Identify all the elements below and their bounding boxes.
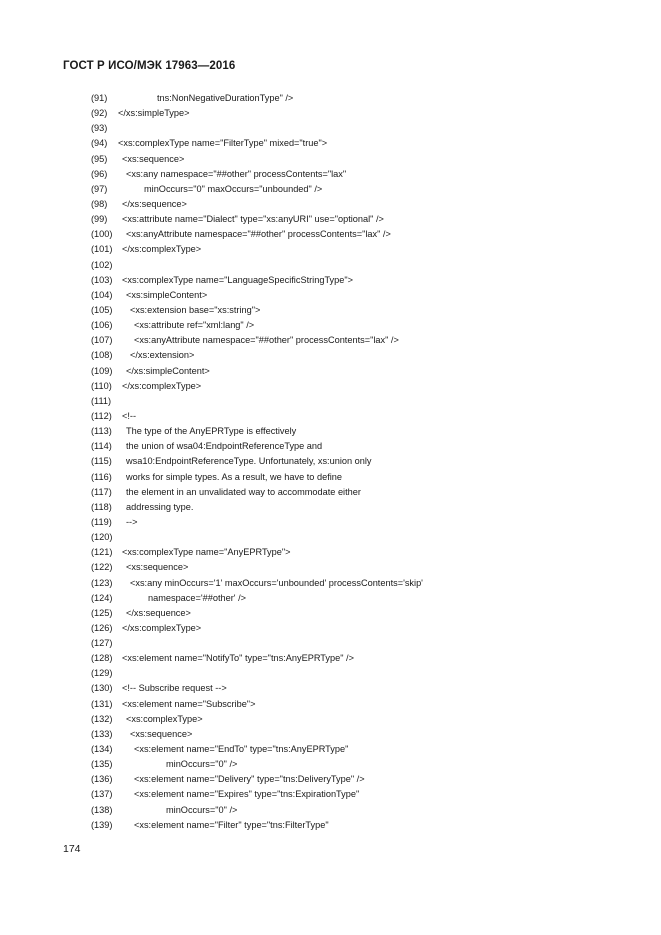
code-text: minOccurs="0" /> xyxy=(166,804,238,815)
line-number: (109) xyxy=(91,365,113,376)
code-line xyxy=(0,227,661,242)
code-text: <xs:element name="Delivery" type="tns:DeliveryType" /> xyxy=(134,774,365,785)
code-text: </xs:extension> xyxy=(130,350,195,361)
line-number: (117) xyxy=(91,486,112,497)
code-line xyxy=(0,348,661,363)
code-line xyxy=(0,697,661,712)
line-number: (102) xyxy=(91,259,113,270)
code-text: <xs:sequence> xyxy=(122,153,185,164)
code-text: wsa10:EndpointReferenceType. Unfortunately, xs:union only xyxy=(126,456,372,467)
code-listing xyxy=(0,91,661,833)
code-text: --> xyxy=(126,516,138,527)
line-number: (93) xyxy=(91,123,108,134)
code-text: <!-- Subscribe request --> xyxy=(122,683,227,694)
line-number: (94) xyxy=(91,138,108,149)
code-text: <xs:complexType name="AnyEPRType"> xyxy=(122,547,291,558)
code-text: <xs:sequence> xyxy=(126,562,189,573)
code-text: <xs:extension base="xs:string"> xyxy=(130,304,261,315)
code-text: <xs:simpleContent> xyxy=(126,289,208,300)
code-line xyxy=(0,258,661,273)
code-line xyxy=(0,681,661,696)
line-number: (113) xyxy=(91,426,112,437)
line-number: (107) xyxy=(91,335,113,346)
line-number: (115) xyxy=(91,456,112,467)
line-number: (114) xyxy=(91,441,112,452)
line-number: (110) xyxy=(91,380,112,391)
line-number: (116) xyxy=(91,471,112,482)
code-line xyxy=(0,288,661,303)
code-text: </xs:complexType> xyxy=(122,380,202,391)
line-number: (92) xyxy=(91,108,108,119)
line-number: (122) xyxy=(91,562,113,573)
code-text: <xs:element name="NotifyTo" type="tns:AnyEPRType" /> xyxy=(122,653,354,664)
line-number: (106) xyxy=(91,320,113,331)
line-number: (108) xyxy=(91,350,113,361)
line-number: (135) xyxy=(91,759,113,770)
code-line xyxy=(0,379,661,394)
code-text: The type of the AnyEPRType is effectively xyxy=(126,426,297,437)
code-text: the element in an unvalidated way to accommodate either xyxy=(126,486,361,497)
code-text: </xs:sequence> xyxy=(126,607,191,618)
code-line xyxy=(0,152,661,167)
code-line xyxy=(0,303,661,318)
line-number: (132) xyxy=(91,713,113,724)
code-line xyxy=(0,273,661,288)
code-line xyxy=(0,591,661,606)
line-number: (137) xyxy=(91,789,113,800)
code-text: </xs:simpleType> xyxy=(118,108,190,119)
code-text: </xs:complexType> xyxy=(122,622,202,633)
line-number: (124) xyxy=(91,592,113,603)
code-line xyxy=(0,106,661,121)
line-number: (138) xyxy=(91,804,113,815)
code-line xyxy=(0,242,661,257)
line-number: (100) xyxy=(91,229,113,240)
code-line xyxy=(0,318,661,333)
code-line xyxy=(0,818,661,833)
line-number: (123) xyxy=(91,577,113,588)
code-text: <xs:attribute ref="xml:lang" /> xyxy=(134,320,255,331)
line-number: (103) xyxy=(91,274,113,285)
document-header: ГОСТ Р ИСО/МЭК 17963—2016 xyxy=(63,60,236,72)
code-text: <xs:element name="Subscribe"> xyxy=(122,698,256,709)
code-line xyxy=(0,91,661,106)
line-number: (98) xyxy=(91,198,108,209)
code-line xyxy=(0,651,661,666)
code-line xyxy=(0,606,661,621)
code-line xyxy=(0,439,661,454)
code-text: <xs:sequence> xyxy=(130,728,193,739)
line-number: (128) xyxy=(91,653,113,664)
code-line xyxy=(0,621,661,636)
code-line xyxy=(0,167,661,182)
code-line xyxy=(0,454,661,469)
line-number: (112) xyxy=(91,410,112,421)
code-text: <xs:any namespace="##other" processContents="lax" xyxy=(126,168,347,179)
code-line xyxy=(0,712,661,727)
code-line xyxy=(0,485,661,500)
page-number: 174 xyxy=(63,843,81,855)
code-line xyxy=(0,803,661,818)
code-line xyxy=(0,727,661,742)
line-number: (97) xyxy=(91,183,108,194)
code-text: the union of wsa04:EndpointReferenceType and xyxy=(126,441,323,452)
code-line xyxy=(0,500,661,515)
code-text: <xs:element name="Expires" type="tns:ExpirationType" xyxy=(134,789,360,800)
code-text: <xs:anyAttribute namespace="##other" processContents="lax" /> xyxy=(126,229,391,240)
line-number: (130) xyxy=(91,683,113,694)
code-text: <!-- xyxy=(122,410,137,421)
code-text: <xs:element name="EndTo" type="tns:AnyEPRType" xyxy=(134,744,349,755)
code-line xyxy=(0,560,661,575)
code-line xyxy=(0,757,661,772)
code-text: <xs:attribute name="Dialect" type="xs:anyURI" use="optional" /> xyxy=(122,214,384,225)
code-line xyxy=(0,666,661,681)
code-text: <xs:any minOccurs='1' maxOccurs='unbounded' processContents='skip' xyxy=(130,577,423,588)
code-text: minOccurs="0" /> xyxy=(166,759,238,770)
code-text: <xs:complexType name="FilterType" mixed="true"> xyxy=(118,138,328,149)
code-text: minOccurs="0" maxOccurs="unbounded" /> xyxy=(144,183,323,194)
line-number: (99) xyxy=(91,214,108,225)
code-line xyxy=(0,364,661,379)
code-line xyxy=(0,333,661,348)
code-line xyxy=(0,394,661,409)
line-number: (111) xyxy=(91,395,112,406)
code-line xyxy=(0,636,661,651)
line-number: (134) xyxy=(91,744,113,755)
code-text: <xs:anyAttribute namespace="##other" processContents="lax" /> xyxy=(134,335,399,346)
code-line xyxy=(0,182,661,197)
code-text: works for simple types. As a result, we have to define xyxy=(126,471,343,482)
line-number: (139) xyxy=(91,819,113,830)
code-line xyxy=(0,515,661,530)
code-line xyxy=(0,136,661,151)
code-line xyxy=(0,212,661,227)
code-text: namespace='##other' /> xyxy=(148,592,247,603)
line-number: (119) xyxy=(91,516,112,527)
code-text: addressing type. xyxy=(126,501,194,512)
code-line xyxy=(0,772,661,787)
line-number: (105) xyxy=(91,304,113,315)
code-line xyxy=(0,545,661,560)
code-line xyxy=(0,409,661,424)
code-line xyxy=(0,576,661,591)
line-number: (131) xyxy=(91,698,113,709)
code-line xyxy=(0,470,661,485)
line-number: (104) xyxy=(91,289,113,300)
code-text: </xs:sequence> xyxy=(122,198,187,209)
code-text: <xs:complexType> xyxy=(126,713,203,724)
line-number: (136) xyxy=(91,774,113,785)
code-line xyxy=(0,121,661,136)
line-number: (129) xyxy=(91,668,113,679)
code-text: </xs:simpleContent> xyxy=(126,365,210,376)
code-line xyxy=(0,197,661,212)
code-line xyxy=(0,530,661,545)
line-number: (126) xyxy=(91,622,113,633)
code-line xyxy=(0,787,661,802)
line-number: (125) xyxy=(91,607,113,618)
code-line xyxy=(0,424,661,439)
line-number: (91) xyxy=(91,93,108,103)
line-number: (96) xyxy=(91,168,108,179)
code-text: <xs:complexType name="LanguageSpecificStringType"> xyxy=(122,274,353,285)
line-number: (95) xyxy=(91,153,108,164)
code-line xyxy=(0,742,661,757)
line-number: (127) xyxy=(91,638,113,649)
line-number: (101) xyxy=(91,244,113,255)
line-number: (133) xyxy=(91,728,113,739)
line-number: (121) xyxy=(91,547,113,558)
line-number: (118) xyxy=(91,501,112,512)
code-text: </xs:complexType> xyxy=(122,244,202,255)
line-number: (120) xyxy=(91,532,113,543)
code-text: <xs:element name="Filter" type="tns:FilterType" xyxy=(134,819,329,830)
code-text: tns:NonNegativeDurationType" /> xyxy=(157,93,294,103)
